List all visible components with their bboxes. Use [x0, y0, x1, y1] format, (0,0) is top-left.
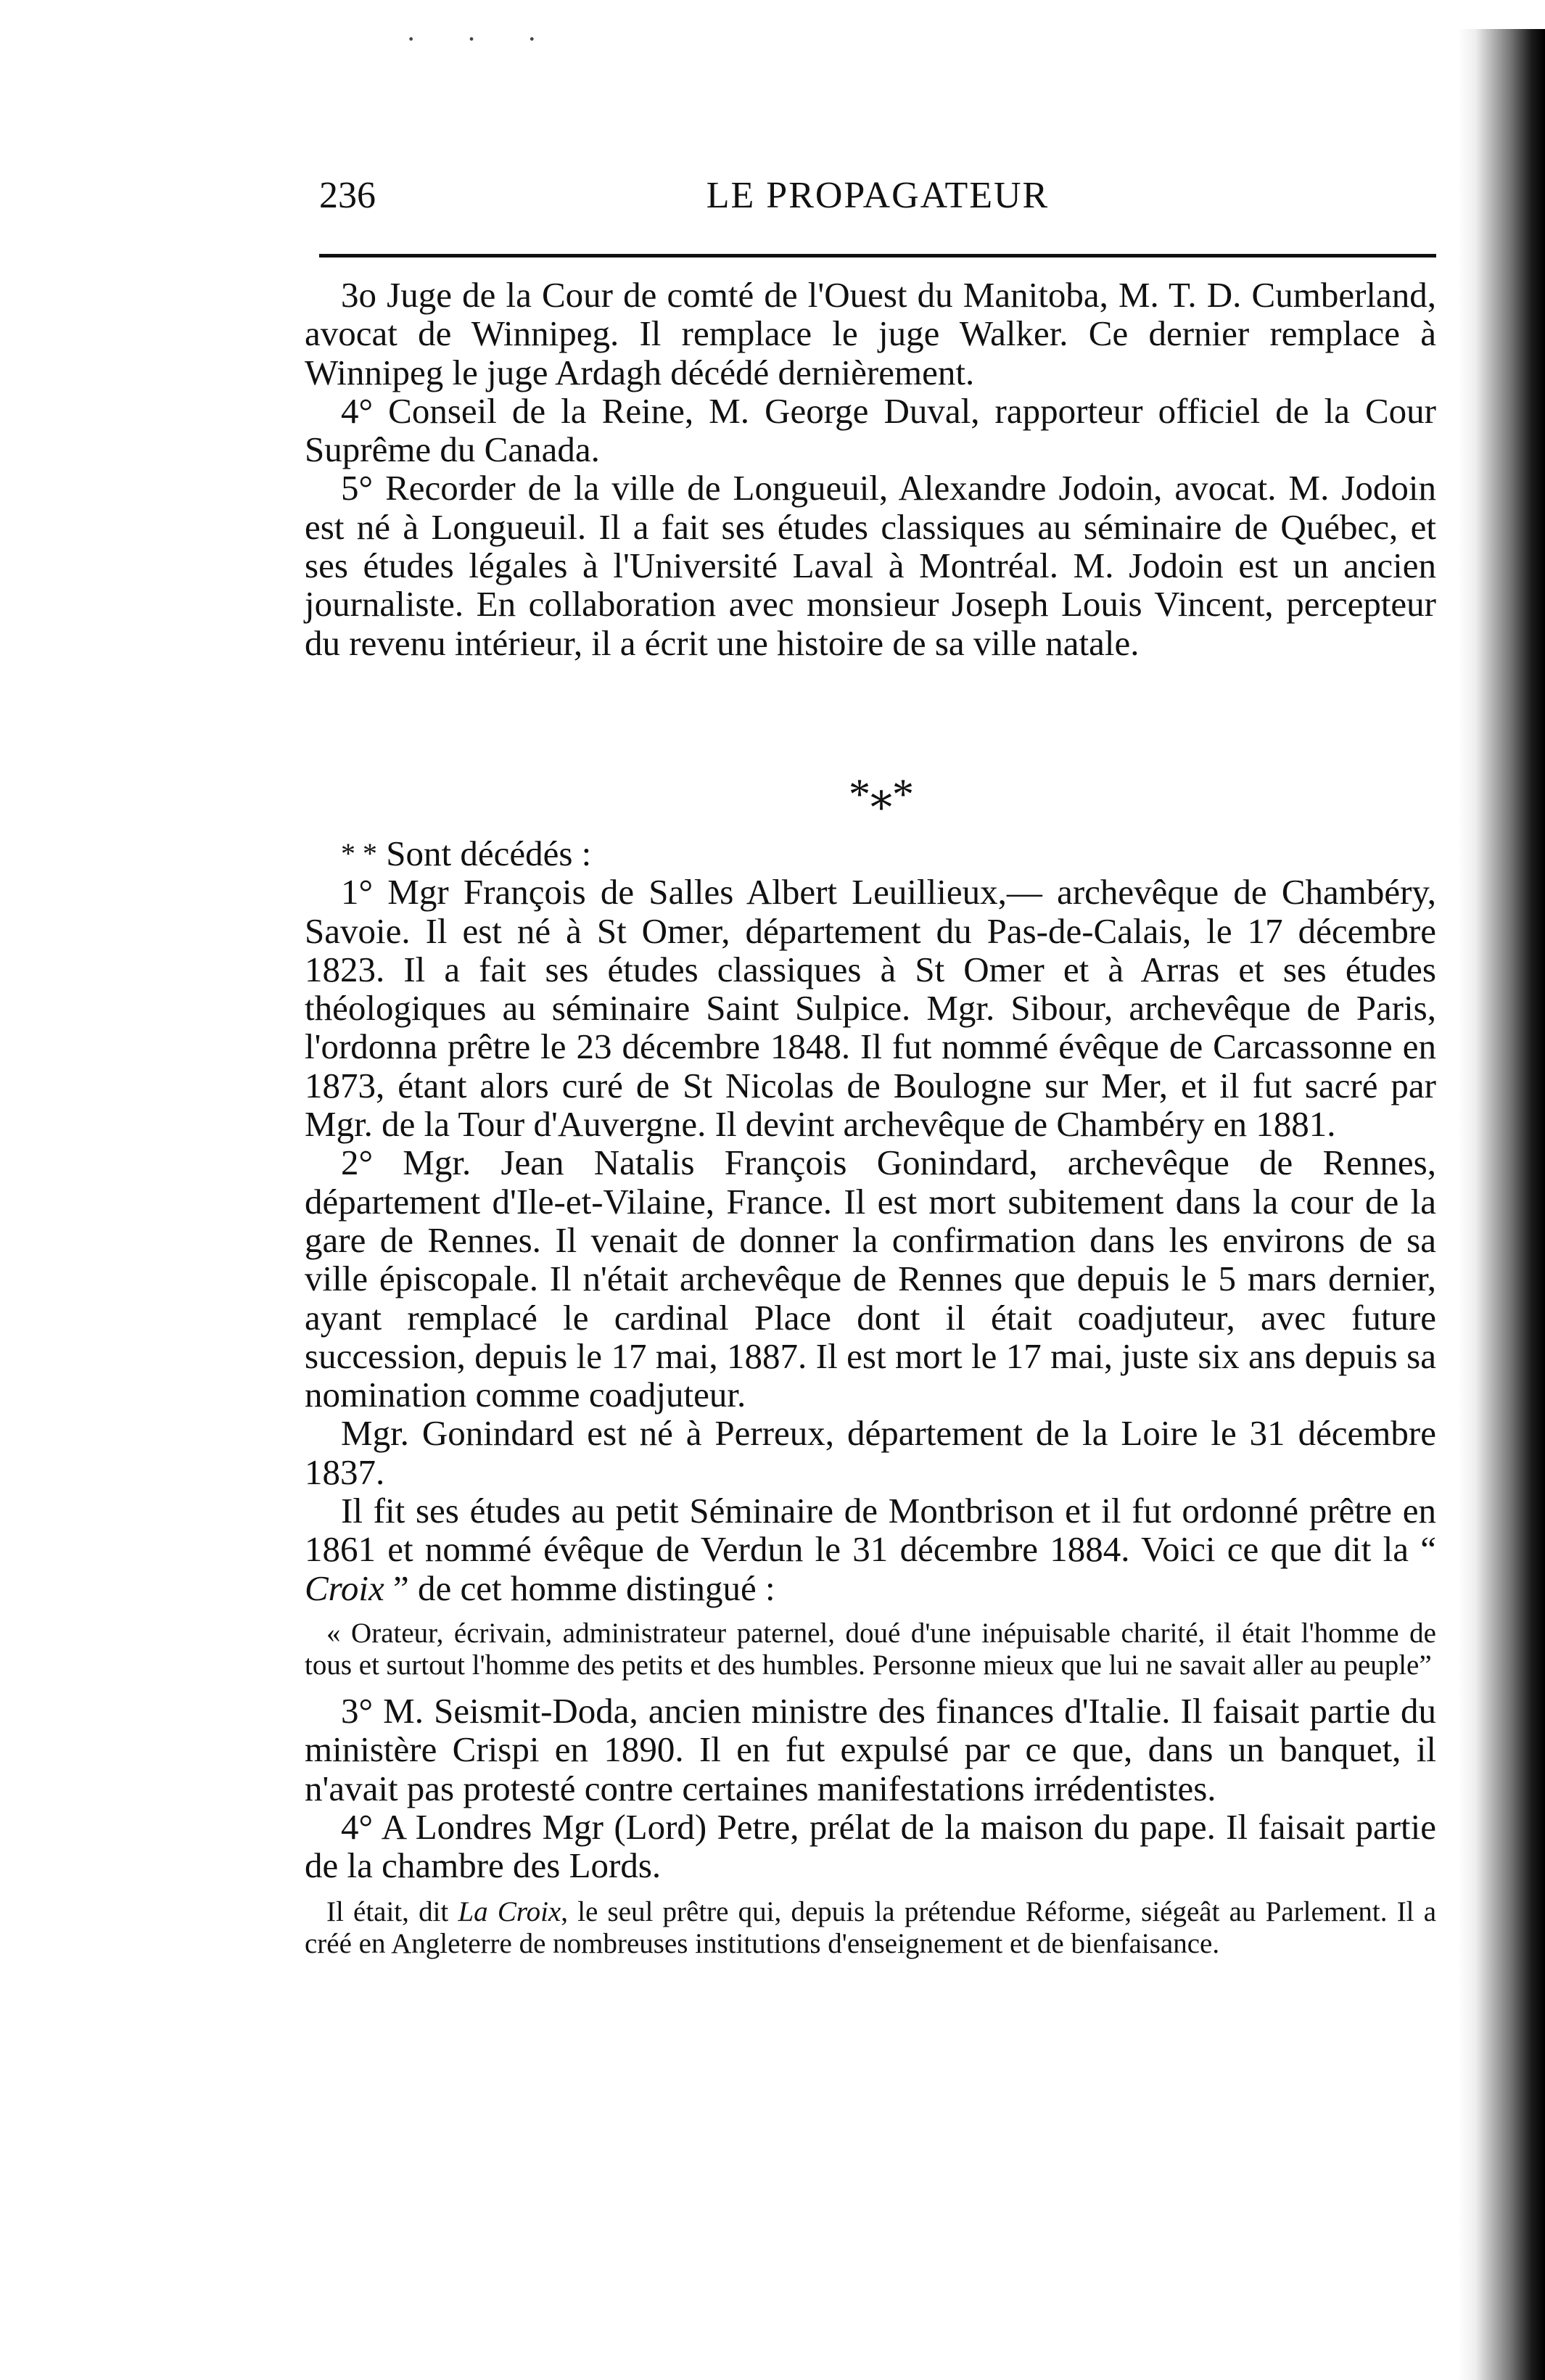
- page-header: [319, 167, 1436, 225]
- gonindard-career: [305, 1491, 1436, 1607]
- print-specks: · · ·: [406, 22, 559, 55]
- heading-text: Sont décédés :: [386, 833, 592, 873]
- croix-quote: « Orateur, écrivain, administrateur paternel, doué d'une inépuisable charité, il était l'homme de tous et surtout l'homme des petits et des humbles. Personne mieux que lui ne savait aller au peuple”: [305, 1617, 1436, 1681]
- paragraph-queens-counsel: 4° Conseil de la Reine, M. George Duval, rapporteur officiel de la Cour Suprême du Canada.: [305, 390, 1436, 470]
- lead-stars: * *: [341, 837, 377, 870]
- croix-title: Croix: [305, 1568, 384, 1608]
- appointments-section: [305, 276, 1436, 662]
- obituaries-heading: [305, 834, 1436, 873]
- obituary-seismit-doda: 3° M. Seismit-Doda, ancien ministre des finances d'Italie. Il faisait partie du ministère Crispi en 1890. Il en fut expulsé par ce que, dans un banquet, il n'avait pas protesté contre certaines manifestations irrédentistes.: [305, 1690, 1436, 1808]
- obituary-leuillieux: 1° Mgr François de Salles Albert Leuillieux,— archevêque de Chambéry, Savoie. Il est né à St Omer, département du Pas-de-Calais, le 17 décembre 1823. Il a fait ses études classiques à St Omer et à Arras et ses études théologiques au séminaire Saint Sulpice. Mgr. Sibour, archevêque de Paris, l'ordonna prêtre le 23 décembre 1848. Il fut nommé évêque de Carcassonne en 1873, étant alors curé de St Nicolas de Boulogne sur Mer, et il fut sacré par Mgr. de la Tour d'Auvergne. Il devint archevêque de Chambéry en 1881.: [305, 872, 1436, 1145]
- note-text: Il était, dit: [326, 1896, 458, 1928]
- paragraph-judge: 3o Juge de la Cour de comté de l'Ouest du Manitoba, M. T. D. Cumberland, avocat de Winnipeg. Il remplace le juge Walker. Ce dernier remplace à Winnipeg le juge Ardagh décédé dernièrement.: [305, 275, 1436, 392]
- running-title: LE PROPAGATEUR: [706, 175, 1050, 216]
- petre-note: [305, 1896, 1436, 1960]
- page-edge-shadow: [1458, 29, 1545, 2380]
- page-number: 236: [319, 175, 376, 216]
- obituary-gonindard: 2° Mgr. Jean Natalis François Gonindard, archevêque de Rennes, département d'Ile-et-Vilaine, France. Il est mort subitement dans la cour de la gare de Rennes. Il venait de donner la confirmation dans les environs de sa ville épiscopale. Il n'était archevêque de Rennes que depuis le 5 mars dernier, ayant remplacé le cardinal Place dont il était coadjuteur, avec future succession, depuis le 17 mai, 1887. Il est mort le 17 mai, juste six ans depuis sa nomination comme coadjuteur.: [305, 1142, 1436, 1415]
- obituary-petre: 4° A Londres Mgr (Lord) Petre, prélat de la maison du pape. Il faisait partie de la chambre des Lords.: [305, 1806, 1436, 1886]
- la-croix-title: La Croix: [458, 1896, 561, 1928]
- career-text: Il fit ses études au petit Séminaire de Montbrison et il fut ordonné prêtre en 1861 et nommé évêque de Verdun le 31 décembre 1884. Voici ce que dit la “: [305, 1491, 1436, 1570]
- career-text-end: ” de cet homme distingué :: [384, 1568, 775, 1608]
- section-separator: *⁎*: [849, 770, 914, 818]
- note-text-end: , le seul prêtre qui, depuis la prétendue Réforme, siégeât au Parlement. Il a créé en Angleterre de nombreuses institutions d'enseignement et de bienfaisance.: [305, 1896, 1437, 1960]
- header-rule: [319, 254, 1436, 258]
- paragraph-recorder: 5° Recorder de la ville de Longueuil, Alexandre Jodoin, avocat. M. Jodoin est né à Longueuil. Il a fait ses études classiques au séminaire de Québec, et ses études légales à l'Université Laval à Montréal. M. Jodoin est un ancien journaliste. En collaboration avec monsieur Joseph Louis Vincent, percepteur du revenu intérieur, il a écrit une histoire de sa ville natale.: [305, 468, 1436, 663]
- obituaries-section: [305, 834, 1436, 1960]
- gonindard-birth: Mgr. Gonindard est né à Perreux, département de la Loire le 31 décembre 1837.: [305, 1413, 1436, 1492]
